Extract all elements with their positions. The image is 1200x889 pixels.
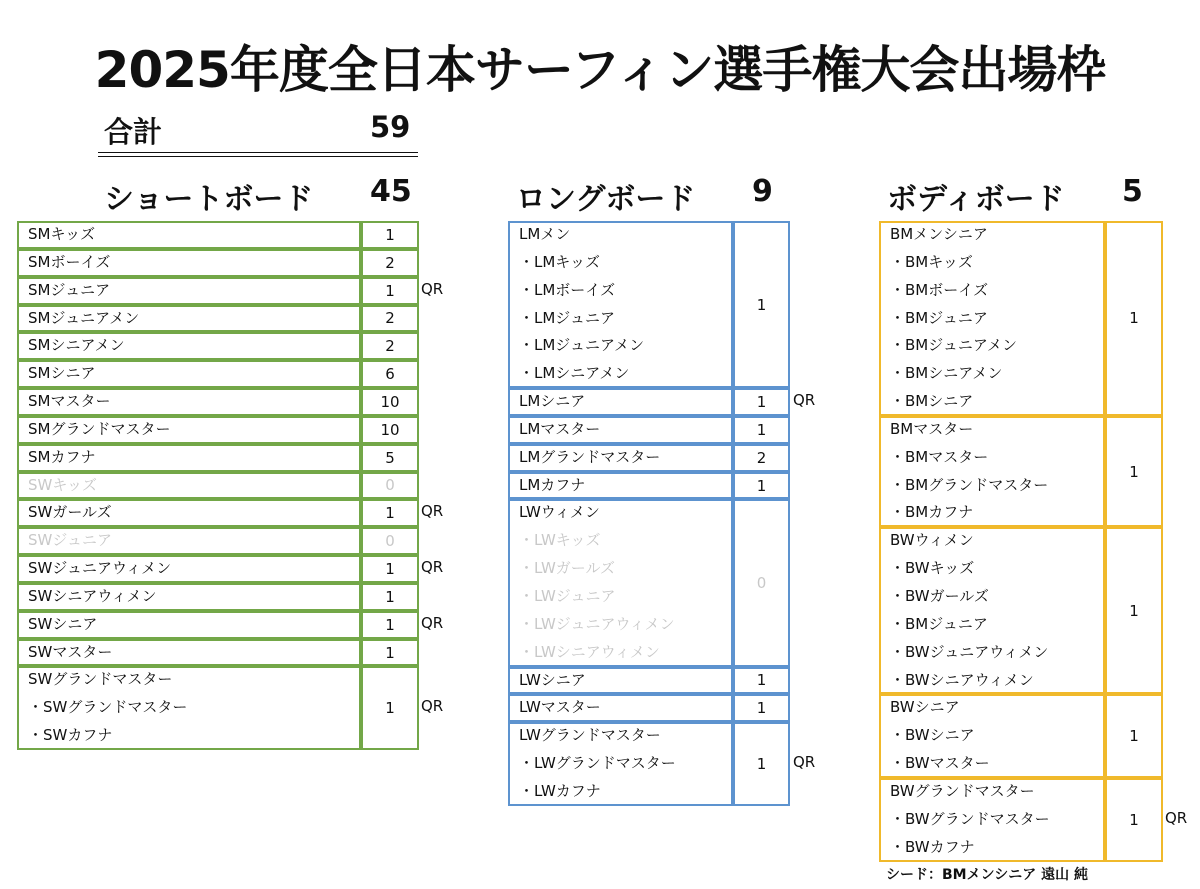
shortboard-title: ショートボード <box>104 182 314 217</box>
shortboard-category-cell <box>17 527 361 555</box>
longboard-quota-value: 0 <box>733 499 790 666</box>
subcategory-label: ・LMボーイズ <box>519 280 616 299</box>
longboard-quota-value: 1 <box>733 694 790 722</box>
shortboard-category-cell <box>17 305 361 333</box>
qr-marker: QR <box>421 558 444 576</box>
page-title: 2025年度全日本サーフィン選手権大会出場枠 <box>94 41 1106 99</box>
category-label: LMカフナ <box>519 475 586 494</box>
shortboard-group <box>17 583 419 611</box>
subcategory-label: ・LWキッズ <box>519 531 601 550</box>
category-label: LWウィメン <box>519 503 600 522</box>
subcategory-label: ・BWジュニアウィメン <box>890 642 1049 661</box>
bodyboard-table <box>879 221 1188 863</box>
bodyboard-group <box>879 221 1163 416</box>
category-label: LMマスター <box>519 419 601 438</box>
subcategory-label: ・LWグランドマスター <box>519 754 676 773</box>
shortboard-group <box>17 499 419 527</box>
bodyboard-quota-value: 1 <box>1105 778 1163 862</box>
subcategory-label: ・LWカフナ <box>519 781 601 800</box>
shortboard-category-cell <box>17 472 361 500</box>
subcategory-label: ・LMシニアメン <box>519 364 630 383</box>
category-label: SWガールズ <box>28 503 112 522</box>
subcategory-label: ・LWジュニア <box>519 586 616 605</box>
shortboard-group <box>17 277 419 305</box>
total-label: 合計 <box>104 115 163 149</box>
longboard-total: 9 <box>752 174 773 209</box>
shortboard-quota-value: 2 <box>361 332 419 360</box>
shortboard-category-cell <box>17 499 361 527</box>
category-label: LMシニア <box>519 392 586 411</box>
shortboard-category-cell <box>17 332 361 360</box>
bodyboard-category-cell <box>879 778 1105 862</box>
longboard-quota-value: 1 <box>733 472 790 500</box>
shortboard-category-cell <box>17 360 361 388</box>
shortboard-category-cell <box>17 583 361 611</box>
subcategory-label: ・BMグランドマスター <box>890 475 1049 494</box>
subcategory-label: ・BMボーイズ <box>890 280 989 299</box>
longboard-table <box>508 221 816 806</box>
shortboard-group <box>17 666 419 750</box>
subcategory-label: ・BWグランドマスター <box>890 809 1050 828</box>
longboard-category-cell <box>508 694 733 722</box>
shortboard-category-cell <box>17 555 361 583</box>
longboard-group <box>508 667 790 695</box>
shortboard-quota-value: 1 <box>361 666 419 750</box>
longboard-group <box>508 444 790 472</box>
shortboard-quota-value: 0 <box>361 472 419 500</box>
shortboard-quota-value: 1 <box>361 639 419 667</box>
category-label: LMグランドマスター <box>519 447 661 466</box>
category-label: LWシニア <box>519 670 586 689</box>
longboard-group <box>508 416 790 444</box>
shortboard-quota-value: 2 <box>361 305 419 333</box>
category-label: SMシニア <box>28 364 96 383</box>
subcategory-label: ・BMジュニア <box>890 308 988 327</box>
longboard-title: ロングボード <box>516 182 696 217</box>
bodyboard-quota-value: 1 <box>1105 416 1163 527</box>
longboard-quota-value: 1 <box>733 221 790 388</box>
longboard-quota-value: 1 <box>733 667 790 695</box>
bodyboard-quota-value: 1 <box>1105 694 1163 778</box>
category-label: BWシニア <box>890 698 960 717</box>
shortboard-group <box>17 416 419 444</box>
longboard-category-cell <box>508 388 733 416</box>
subcategory-label: ・BWキッズ <box>890 559 975 578</box>
category-label: SMシニアメン <box>28 336 125 355</box>
shortboard-quota-value: 1 <box>361 221 419 249</box>
category-label: BMマスター <box>890 419 974 438</box>
longboard-group <box>508 499 790 666</box>
longboard-quota-value: 1 <box>733 388 790 416</box>
category-label: SMグランドマスター <box>28 419 171 438</box>
longboard-category-cell <box>508 416 733 444</box>
subcategory-label: ・BMシニアメン <box>890 364 1003 383</box>
bodyboard-quota-value: 1 <box>1105 221 1163 416</box>
shortboard-category-cell <box>17 388 361 416</box>
bodyboard-group <box>879 694 1163 778</box>
category-label: SWジュニア <box>28 531 113 550</box>
longboard-group <box>508 694 790 722</box>
bodyboard-group <box>879 416 1163 527</box>
category-label: SMジュニア <box>28 280 111 299</box>
longboard-group <box>508 472 790 500</box>
qr-marker: QR <box>793 752 816 771</box>
shortboard-category-cell <box>17 611 361 639</box>
category-label: SWマスター <box>28 642 113 661</box>
shortboard-category-cell <box>17 666 361 750</box>
category-label: SMカフナ <box>28 447 96 466</box>
shortboard-category-cell <box>17 639 361 667</box>
longboard-category-cell <box>508 667 733 695</box>
bodyboard-group <box>879 527 1163 694</box>
qr-marker: QR <box>421 502 444 521</box>
shortboard-group <box>17 472 419 500</box>
qr-marker: QR <box>793 391 816 409</box>
category-label: LMメン <box>519 225 571 243</box>
shortboard-quota-value: 5 <box>361 444 419 472</box>
subcategory-label: ・BWシニア <box>890 726 975 745</box>
category-label: BMメンシニア <box>890 225 988 243</box>
bodyboard-total: 5 <box>1122 174 1143 209</box>
shortboard-quota-value: 1 <box>361 277 419 305</box>
category-label: SWグランドマスター <box>28 670 173 689</box>
subcategory-label: ・BMカフナ <box>890 503 974 522</box>
shortboard-quota-value: 1 <box>361 499 419 527</box>
subcategory-label: ・LMジュニア <box>519 308 615 327</box>
shortboard-category-cell <box>17 249 361 277</box>
shortboard-group <box>17 360 419 388</box>
shortboard-group <box>17 555 419 583</box>
longboard-category-cell <box>508 499 733 666</box>
subcategory-label: ・BMジュニアメン <box>890 336 1018 355</box>
qr-marker: QR <box>421 613 444 632</box>
category-label: SMキッズ <box>28 225 96 243</box>
longboard-category-cell <box>508 722 733 806</box>
bodyboard-category-cell <box>879 221 1105 416</box>
bodyboard-title: ボディボード <box>887 182 1065 217</box>
longboard-category-cell <box>508 472 733 500</box>
bodyboard-category-cell <box>879 694 1105 778</box>
shortboard-quota-value: 1 <box>361 555 419 583</box>
shortboard-category-cell <box>17 416 361 444</box>
longboard-quota-value: 1 <box>733 722 790 806</box>
category-label: BWウィメン <box>890 531 974 550</box>
longboard-quota-value: 1 <box>733 416 790 444</box>
subcategory-label: ・BWカフナ <box>890 837 975 856</box>
subcategory-label: ・LWジュニアウィメン <box>519 614 675 633</box>
longboard-quota-value: 2 <box>733 444 790 472</box>
bodyboard-category-cell <box>879 527 1105 694</box>
shortboard-quota-value: 10 <box>361 388 419 416</box>
shortboard-group <box>17 611 419 639</box>
shortboard-group <box>17 527 419 555</box>
longboard-category-cell <box>508 221 733 388</box>
longboard-group <box>508 388 790 416</box>
subcategory-label: ・BMマスター <box>890 447 989 466</box>
qr-marker: QR <box>421 279 444 298</box>
category-label: SMジュニアメン <box>28 308 140 327</box>
shortboard-category-cell <box>17 277 361 305</box>
category-label: SWジュニアウィメン <box>28 559 172 578</box>
longboard-group <box>508 722 790 806</box>
subcategory-label: ・SWグランドマスター <box>28 698 188 717</box>
qr-marker: QR <box>421 697 444 716</box>
shortboard-quota-value: 1 <box>361 583 419 611</box>
subcategory-label: ・BWマスター <box>890 754 990 773</box>
shortboard-quota-value: 10 <box>361 416 419 444</box>
shortboard-group <box>17 639 419 667</box>
shortboard-quota-value: 2 <box>361 249 419 277</box>
longboard-group <box>508 221 790 388</box>
shortboard-group <box>17 332 419 360</box>
subcategory-label: ・BWガールズ <box>890 587 989 606</box>
category-label: SMマスター <box>28 392 111 411</box>
shortboard-quota-value: 0 <box>361 527 419 555</box>
subcategory-label: ・BMシニア <box>890 392 974 411</box>
bodyboard-group <box>879 778 1163 862</box>
category-label: SMボーイズ <box>28 252 111 271</box>
subcategory-label: ・SWカフナ <box>28 726 113 745</box>
shortboard-category-cell <box>17 221 361 249</box>
shortboard-group <box>17 221 419 249</box>
category-label: LWマスター <box>519 698 601 717</box>
category-label: SWキッズ <box>28 475 98 494</box>
subcategory-label: ・LMジュニアメン <box>519 336 645 355</box>
subcategory-label: ・LWシニアウィメン <box>519 642 660 661</box>
total-value: 59 <box>370 110 411 144</box>
shortboard-category-cell <box>17 444 361 472</box>
shortboard-quota-value: 6 <box>361 360 419 388</box>
shortboard-quota-value: 1 <box>361 611 419 639</box>
subcategory-label: ・BMキッズ <box>890 252 973 271</box>
category-label: LWグランドマスター <box>519 726 661 745</box>
subcategory-label: ・LMキッズ <box>519 252 600 271</box>
shortboard-group <box>17 305 419 333</box>
seed-note: シード：BMメンシニア 遠山 純 <box>886 867 1088 883</box>
bodyboard-quota-value: 1 <box>1105 527 1163 694</box>
category-label: BWグランドマスター <box>890 781 1035 800</box>
shortboard-group <box>17 444 419 472</box>
subcategory-label: ・BMジュニア <box>890 614 988 633</box>
bodyboard-category-cell <box>879 416 1105 527</box>
shortboard-table <box>17 221 444 751</box>
longboard-category-cell <box>508 444 733 472</box>
subcategory-label: ・LWガールズ <box>519 559 616 578</box>
shortboard-group <box>17 388 419 416</box>
shortboard-group <box>17 249 419 277</box>
subcategory-label: ・BWシニアウィメン <box>890 670 1034 689</box>
shortboard-total: 45 <box>370 174 412 209</box>
category-label: SWシニアウィメン <box>28 586 157 605</box>
total-double-rule <box>98 152 418 157</box>
category-label: SWシニア <box>28 614 98 633</box>
qr-marker: QR <box>1165 808 1188 827</box>
